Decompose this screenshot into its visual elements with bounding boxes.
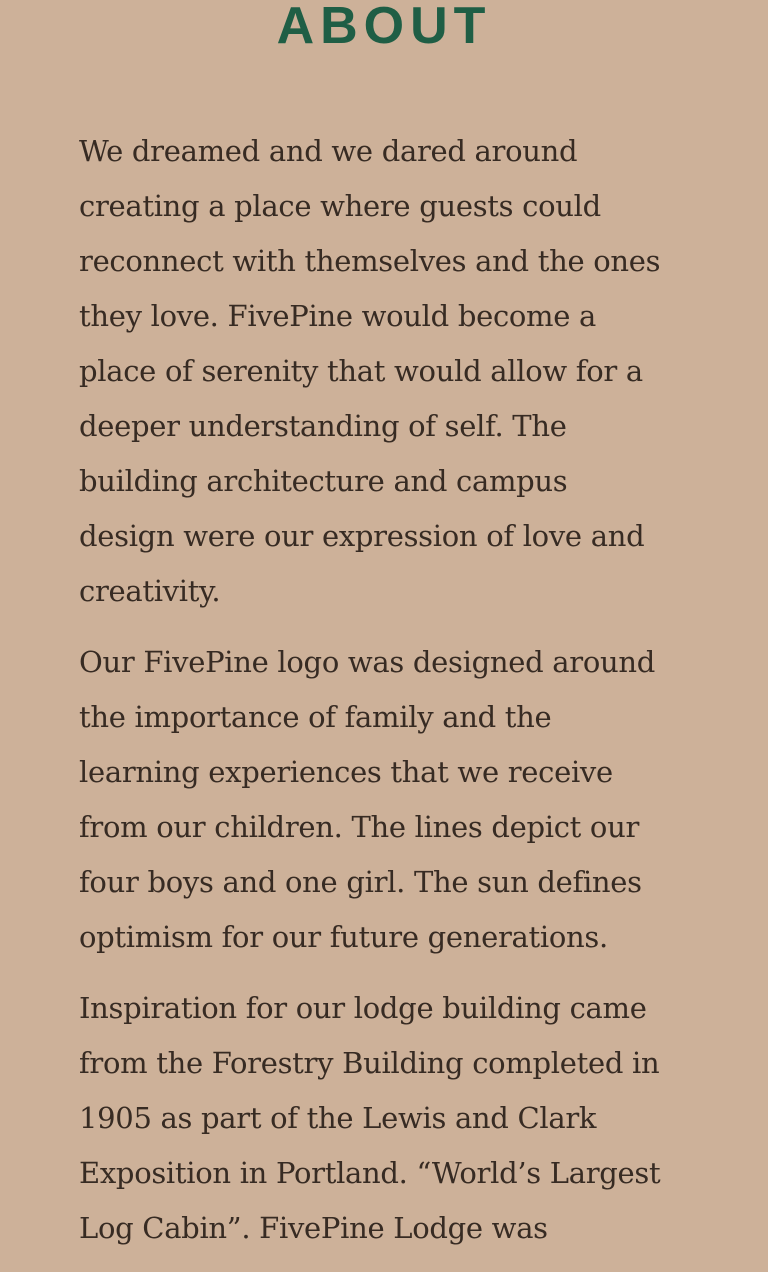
text-line: Log Cabin”. FivePine Lodge was bbox=[79, 1211, 548, 1245]
text-line: they love. FivePine would become a bbox=[79, 299, 597, 333]
paragraph-vision bbox=[79, 124, 719, 619]
text-line: building architecture and campus bbox=[79, 464, 568, 498]
paragraph-logo bbox=[79, 635, 719, 965]
text-line: design were our expression of love and bbox=[79, 519, 645, 553]
page-title: ABOUT bbox=[276, 0, 492, 55]
text-line: learning experiences that we receive bbox=[79, 755, 613, 789]
about-content bbox=[79, 124, 719, 1272]
text-line: reconnect with themselves and the ones bbox=[79, 244, 661, 278]
text-line: place of serenity that would allow for a bbox=[79, 354, 643, 388]
text-line: We dreamed and we dared around bbox=[79, 134, 578, 168]
text-line: 1905 as part of the Lewis and Clark bbox=[79, 1101, 597, 1135]
text-line: Exposition in Portland. “World’s Largest bbox=[79, 1156, 661, 1190]
text-line: creating a place where guests could bbox=[79, 189, 601, 223]
text-line: Our FivePine logo was designed around bbox=[79, 645, 656, 679]
text-line: creativity. bbox=[79, 574, 221, 608]
text-line: from our children. The lines depict our bbox=[79, 810, 640, 844]
text-line: optimism for our future generations. bbox=[79, 920, 608, 954]
text-line: Inspiration for our lodge building came bbox=[79, 991, 647, 1025]
text-line: the importance of family and the bbox=[79, 700, 552, 734]
paragraph-inspiration bbox=[79, 981, 719, 1256]
text-line: from the Forestry Building completed in bbox=[79, 1046, 660, 1080]
text-line: deeper understanding of self. The bbox=[79, 409, 567, 443]
text-line: four boys and one girl. The sun defines bbox=[79, 865, 642, 899]
